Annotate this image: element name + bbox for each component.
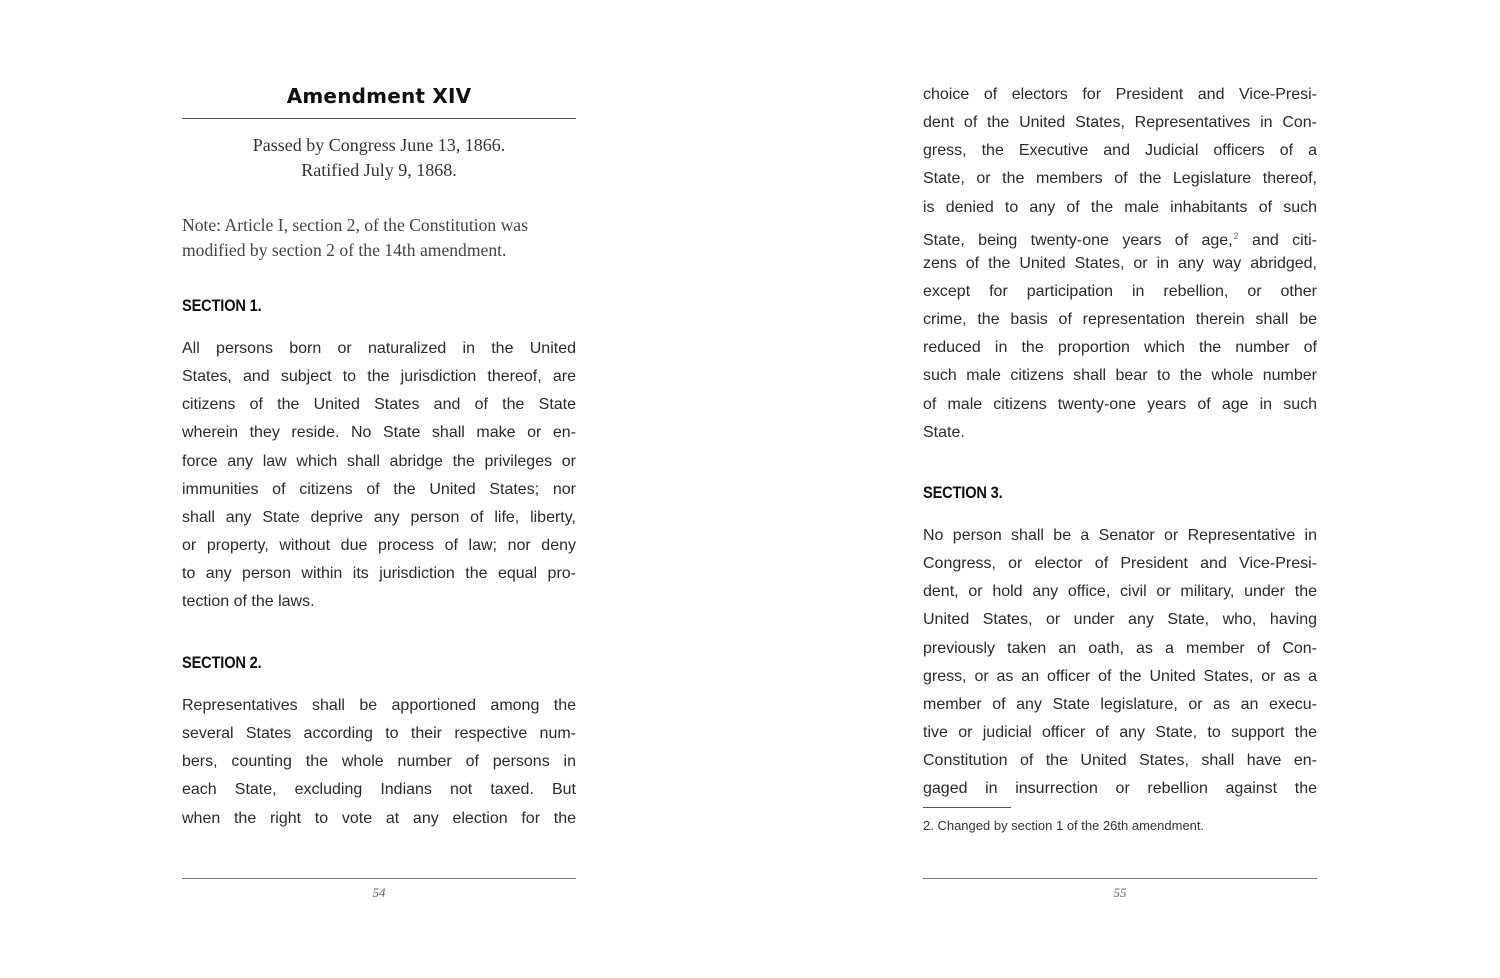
text-line: gress, the Executive and Judicial officers of a	[923, 142, 1317, 160]
text-line: to any person within its jurisdiction the equal pro-	[182, 565, 576, 583]
text-segment: and citi-	[1252, 231, 1317, 249]
footer-divider	[923, 878, 1317, 879]
text-line: such male citizens shall bear to the whole number	[923, 367, 1317, 385]
text-line: each State, excluding Indians not taxed. But	[182, 781, 576, 799]
text-line: Constitution of the United States, shall have en-	[923, 752, 1317, 770]
ratified-date: Ratified July 9, 1868.	[301, 160, 457, 180]
text-line: gaged in insurrection or rebellion against the	[923, 780, 1317, 798]
text-line: shall any State deprive any person of life, liberty,	[182, 508, 576, 526]
text-line: citizens of the United States and of the State	[182, 396, 576, 414]
section-2-text	[182, 692, 576, 833]
text-line: State.	[923, 423, 965, 441]
text-line: gress, or as an officer of the United States, or as a	[923, 667, 1317, 685]
note-line: modified by section 2 of the 14th amendment.	[182, 240, 507, 260]
footnote-divider	[923, 807, 1011, 808]
text-line: force any law which shall abridge the privileges or	[182, 452, 576, 470]
text-line: crime, the basis of representation therein shall be	[923, 311, 1317, 329]
text-line: wherein they reside. No State shall make or en-	[182, 424, 576, 442]
page-number: 54	[372, 885, 386, 900]
text-line: tection of the laws.	[182, 593, 315, 611]
text-line: is denied to any of the male inhabitants of such	[923, 198, 1317, 216]
text-line: or property, without due process of law; nor deny	[182, 536, 576, 554]
footnote: 2. Changed by section 1 of the 26th amendment.	[923, 818, 1205, 833]
right-page	[923, 0, 1317, 978]
text-line: several States according to their respective num-	[182, 725, 576, 743]
footer-divider	[182, 878, 576, 879]
text-line: States, and subject to the jurisdiction thereof, are	[182, 368, 576, 386]
text-line: immunities of citizens of the United States; nor	[182, 480, 576, 498]
text-line: State, or the members of the Legislature thereof,	[923, 170, 1317, 188]
text-line: reduced in the proportion which the number of	[923, 339, 1317, 357]
text-line: zens of the United States, or in any way abridged,	[923, 254, 1317, 272]
section-2-continuation	[923, 81, 1317, 447]
text-line: choice of electors for President and Vice-Presi-	[923, 86, 1317, 103]
note-line: Note: Article I, section 2, of the Constitution was	[182, 215, 528, 235]
text-line: Congress, or elector of President and Vice-Presi-	[923, 555, 1317, 573]
section-3-heading: SECTION 3.	[923, 483, 1003, 502]
text-line: bers, counting the whole number of persons in	[182, 753, 576, 771]
section-2-heading: SECTION 2.	[182, 653, 262, 672]
amendment-dates	[182, 133, 576, 183]
text-line: except for participation in rebellion, or other	[923, 282, 1317, 300]
text-line: previously taken an oath, as a member of Con-	[923, 639, 1317, 657]
text-line: dent of the United States, Representatives in Con-	[923, 114, 1317, 132]
text-line: No person shall be a Senator or Representative in	[923, 527, 1317, 544]
title-divider	[182, 118, 576, 119]
text-line: tive or judicial officer of any State, to support the	[923, 723, 1317, 741]
text-line: United States, or under any State, who, having	[923, 611, 1317, 629]
text-line-with-footnote	[923, 222, 1317, 250]
text-line: of male citizens twenty-one years of age in such	[923, 395, 1317, 413]
text-line: when the right to vote at any election for the	[182, 809, 576, 827]
left-page	[182, 0, 576, 978]
amendment-title: Amendment XIV	[286, 84, 472, 108]
text-line: dent, or hold any office, civil or military, under the	[923, 583, 1317, 601]
section-1-text	[182, 335, 576, 616]
text-line: Representatives shall be apportioned among the	[182, 697, 576, 714]
amendment-note	[182, 213, 576, 263]
page-number: 55	[1113, 885, 1127, 900]
passed-date: Passed by Congress June 13, 1866.	[252, 135, 506, 155]
section-3-text	[923, 522, 1317, 803]
text-segment: State, being twenty-one years of age,	[923, 231, 1233, 249]
section-1-heading: SECTION 1.	[182, 296, 262, 315]
text-line: All persons born or naturalized in the United	[182, 340, 576, 357]
footnote-reference[interactable]: 2	[1233, 230, 1239, 241]
text-line: member of any State legislature, or as an execu-	[923, 695, 1317, 713]
